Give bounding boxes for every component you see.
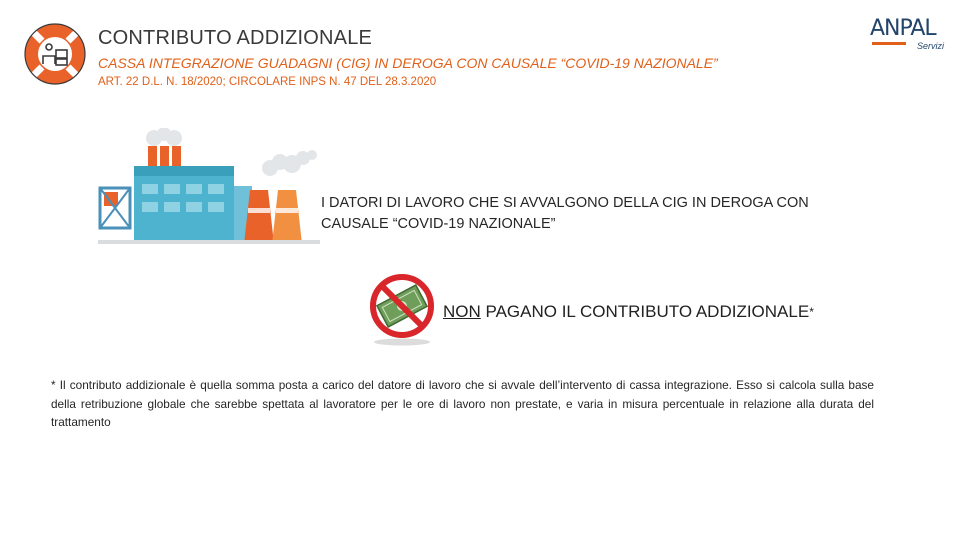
no-pay-text: PAGANO IL CONTRIBUTO ADDIZIONALE (480, 302, 810, 321)
no-money-icon (366, 270, 438, 346)
page-title: CONTRIBUTO ADDIZIONALE (98, 27, 373, 49)
employers-statement: I DATORI DI LAVORO CHE SI AVVALGONO DELLA CIG IN DEROGA CON CAUSALE “COVID-19 NAZIONALE” (321, 195, 809, 232)
no-pay-word: NON (443, 302, 481, 321)
lifebuoy-icon (18, 18, 92, 90)
logo-name: ANPAL (870, 16, 936, 41)
legal-reference: ART. 22 D.L. N. 18/2020; CIRCOLARE INPS N. 47 DEL 28.3.2020 (98, 76, 437, 88)
factory-icon (98, 128, 320, 246)
page-subtitle: CASSA INTEGRAZIONE GUADAGNI (CIG) IN DEROGA CON CAUSALE “COVID-19 NAZIONALE” (98, 55, 718, 71)
logo-sub: Servizi (916, 41, 944, 51)
footnote: * Il contributo addizionale è quella somma posta a carico del datore di lavoro che si avvale dell’intervento di cassa integrazione. Esso si calcola sulla base della retribuzione globale che sarebbe spettata al lavoratore per le ore di lavoro non prestate, e varia in misura percentuale in relazione alla durata del trattamento (51, 378, 874, 429)
footnote-star: * (809, 305, 814, 319)
no-pay-statement (443, 302, 814, 322)
anpal-logo (866, 14, 946, 50)
logo-accent-bar (872, 42, 906, 45)
